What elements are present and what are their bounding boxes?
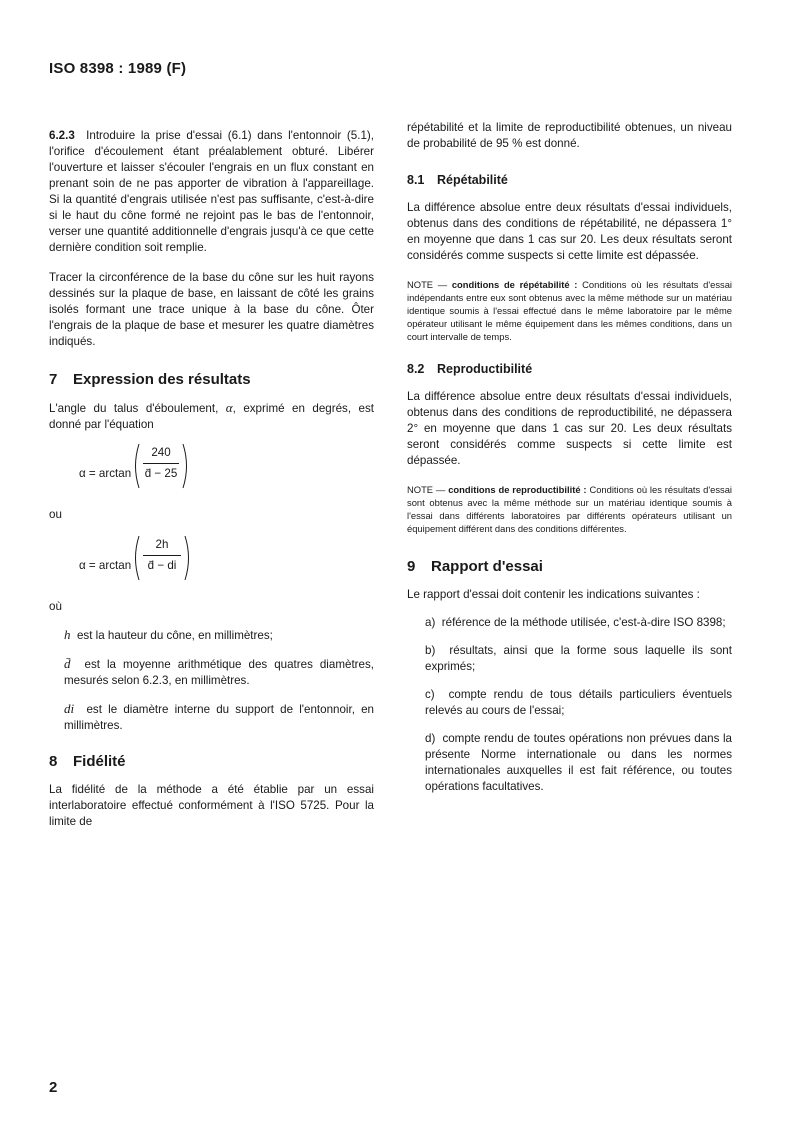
list-item: c) compte rendu de tous détails particuliers éventuels relevés au cours de l'essai; <box>425 688 732 717</box>
section-title: Expression des résultats <box>73 371 251 388</box>
section-8-heading <box>49 754 374 770</box>
section-9-heading <box>407 559 732 575</box>
continuation-text: répétabilité et la limite de reproductibilité obtenues, un niveau de probabilité de 95 % est donné. <box>407 121 732 150</box>
symbol-di: di <box>64 701 75 716</box>
note-term: conditions de reproductibilité : <box>448 484 587 495</box>
section-title: Fidélité <box>73 753 126 770</box>
section-8-1-heading <box>407 172 732 188</box>
fraction-denominator: d̄ − 25 <box>144 467 178 480</box>
note-reproducibility: NOTE — conditions de reproductibilité : Conditions où les résultats d'essai sont obtenus avec la même méthode sur un matériau identique soumis à l'essai dans différents laboratoires par différents opérateurs utilisant un équipement différent dans des conditions différentes. <box>407 484 732 534</box>
section-number: 8.2 <box>407 362 425 376</box>
fraction-numerator: 240 <box>143 445 179 464</box>
section-title: Rapport d'essai <box>431 558 543 575</box>
fraction-denominator: d̄ − di <box>147 559 177 572</box>
equation-lhs: α = arctan <box>79 559 132 572</box>
section-8-2-heading <box>407 361 732 377</box>
section-number: 8 <box>49 753 58 770</box>
definition-h: h est la hauteur du cône, en millimètres; <box>64 627 273 642</box>
list-item: b) résultats, ainsi que la forme sous laquelle ils sont exprimés; <box>425 644 732 673</box>
section-7-intro: L'angle du talus d'éboulement, α, exprimé en degrés, est donné par l'équation <box>49 400 374 431</box>
equation-fraction <box>143 537 181 574</box>
note-repeatability: NOTE — conditions de répétabilité : Conditions où les résultats d'essai indépendants entre eux sont obtenus avec la même méthode sur un matériau identique soumis à l'essai effectué dans le même laboratoire par le même opérateur utilisant le même équipement dans les mêmes conditions, dans un court intervalle de temps. <box>407 279 733 342</box>
section-number: 7 <box>49 371 58 388</box>
fraction-numerator: 2h <box>143 537 181 556</box>
list-item: a) référence de la méthode utilisée, c'est-à-dire ISO 8398; <box>425 616 726 629</box>
definition-di: di est le diamètre interne du support de l'entonnoir, en millimètres. <box>64 701 374 732</box>
equation-2 <box>49 535 374 595</box>
left-parenthesis <box>131 535 141 581</box>
equation-1 <box>49 443 374 503</box>
list-item: d) compte rendu de toutes opérations non prévues dans la présente Norme internationale ou dans les normes internationales auxquelles il est fait référence, ou toutes opérations facultatives. <box>425 732 732 793</box>
page-number: 2 <box>49 1079 58 1096</box>
section-number: 8.1 <box>407 173 425 187</box>
section-title: Reproductibilité <box>437 362 533 376</box>
clause-text: Introduire la prise d'essai (6.1) dans l'entonnoir (5.1), l'orifice d'écoulement étant préalablement obturé. Libérer l'ouverture et laisser s'écouler l'engrais en un flux constant en prenant soin de ne pas apporter de vibration à l'appareillage. Si la quantité d'engrais utilisée n'est pas suffisante, c'est-à-dire si le haut du cône formé ne rejoint pas le bas de l'entonnoir, verser une quantité additionnelle d'engrais jusqu'à ce que cette dernière condition soit remplie. <box>49 129 374 254</box>
note-term: conditions de répétabilité : <box>451 279 578 290</box>
right-column <box>407 120 732 807</box>
equation-fraction <box>143 445 179 482</box>
section-9-intro: Le rapport d'essai doit contenir les indications suivantes : <box>407 588 700 601</box>
symbol-d-bar: d̄ <box>64 656 71 671</box>
equation-lhs: α = arctan <box>79 467 132 480</box>
section-8-text: La fidélité de la méthode a été établie par un essai interlaboratoire effectué conformément à l'ISO 5725. Pour la limite de <box>49 783 374 828</box>
definition-d: d̄ est la moyenne arithmétique des quatres diamètres, mesurés selon 6.2.3, en millimètres. <box>64 656 374 687</box>
left-column <box>49 128 374 844</box>
section-8-1-text: La différence absolue entre deux résultats d'essai individuels, obtenus dans des conditions de répétabilité, ne dépassera 1° en moyenne que dans 1 cas sur 20. Les deux résultats seront considérés comme suspects si cette limite est dépassée. <box>407 201 732 262</box>
paragraph-trace: Tracer la circonférence de la base du cône sur les huit rayons dessinés sur la plaque de base, en laissant de côté les grains isolés formant une trace unique à la base du cône. Ôter l'engrais de la plaque de base et mesurer les quatre diamètres indiqués. <box>49 271 374 348</box>
where-text: où <box>49 600 62 613</box>
paragraph-6-2-3 <box>49 128 374 256</box>
document-header: ISO 8398 : 1989 (F) <box>49 60 187 77</box>
right-parenthesis <box>183 535 193 581</box>
left-parenthesis <box>131 443 141 489</box>
right-parenthesis <box>181 443 191 489</box>
section-8-2-text: La différence absolue entre deux résultats d'essai individuels, obtenus dans des conditions de reproductibilité, ne dépassera 2° en moyenne que dans 1 cas sur 20. Les deux résultats seront considérés comme suspects si cette limite est dépassée. <box>407 390 732 467</box>
alpha-symbol: α <box>225 400 233 415</box>
section-title: Répétabilité <box>437 173 508 187</box>
section-7-heading <box>49 372 374 388</box>
or-text: ou <box>49 508 62 521</box>
symbol-h: h <box>64 627 71 642</box>
clause-number: 6.2.3 <box>49 129 75 142</box>
section-number: 9 <box>407 558 416 575</box>
